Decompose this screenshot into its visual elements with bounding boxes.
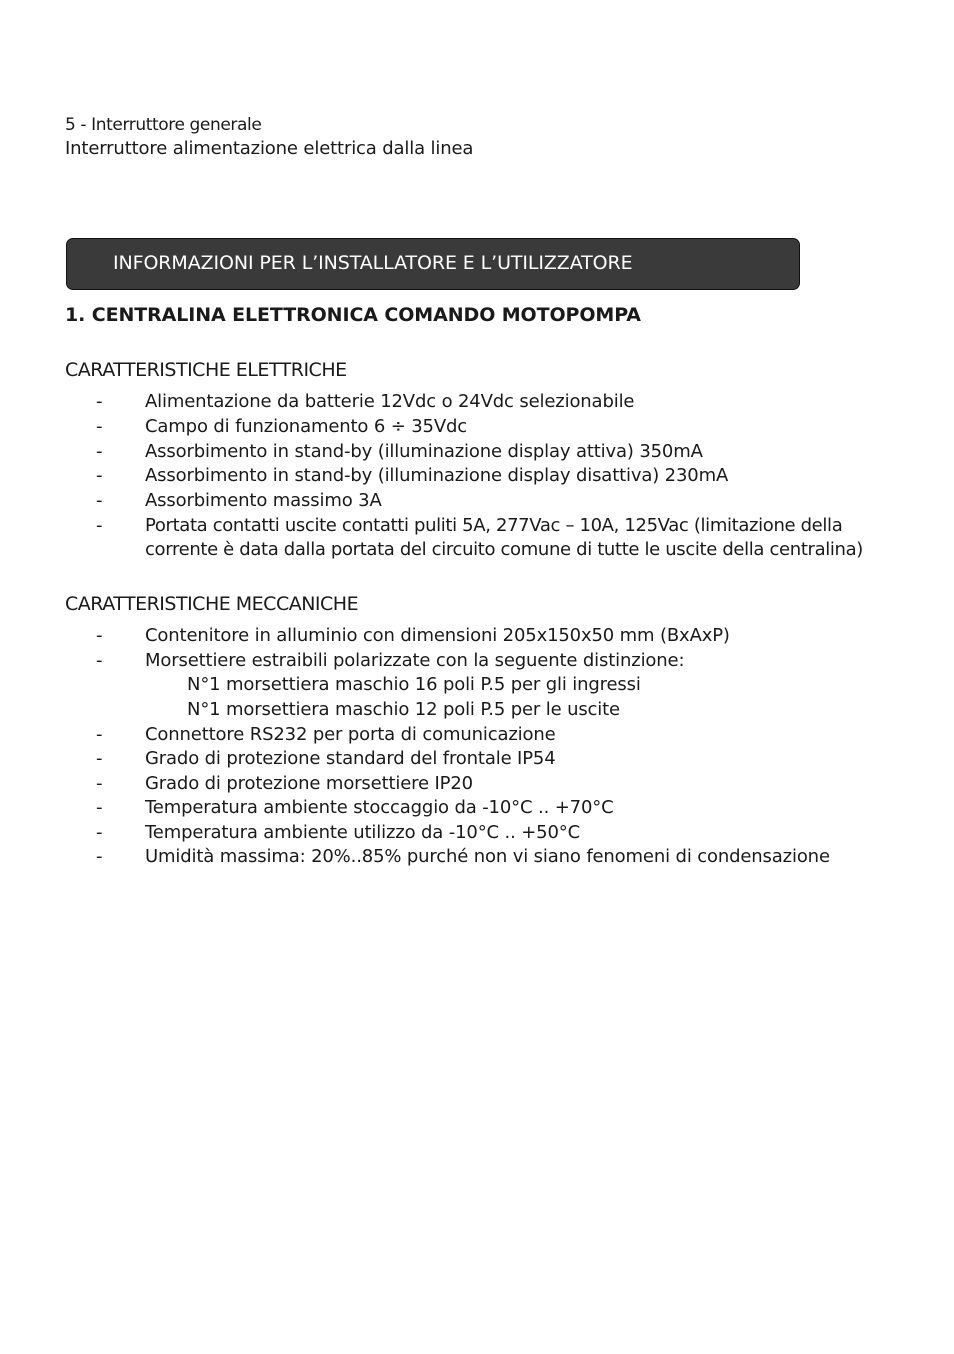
- list-item: Alimentazione da batterie 12Vdc o 24Vdc selezionabile: [145, 391, 635, 412]
- list-item: Assorbimento in stand-by (illuminazione display attiva) 350mA: [145, 441, 703, 462]
- bullet-dash: -: [96, 441, 103, 462]
- bullet-dash: -: [96, 650, 103, 671]
- bullet-dash: -: [96, 797, 103, 818]
- list-item: Portata contatti uscite contatti puliti 5A, 277Vac – 10A, 125Vac (limitazione della: [145, 515, 843, 536]
- bullet-dash: -: [96, 490, 103, 511]
- electrical-title: CARATTERISTICHE ELETTRICHE: [65, 359, 347, 381]
- info-banner: [66, 238, 800, 290]
- list-item-continuation: corrente è data dalla portata del circuito comune di tutte le uscite della centralina): [145, 539, 863, 560]
- interruttore-description: Interruttore alimentazione elettrica dalla linea: [65, 138, 474, 159]
- list-item: Morsettiere estraibili polarizzate con la seguente distinzione:: [145, 650, 685, 671]
- list-item: Assorbimento in stand-by (illuminazione display disattiva) 230mA: [145, 465, 729, 486]
- interruttore-title: 5 - Interruttore generale: [65, 115, 262, 135]
- bullet-dash: -: [96, 391, 103, 412]
- list-item: Campo di funzionamento 6 ÷ 35Vdc: [145, 416, 468, 437]
- bullet-dash: -: [96, 724, 103, 745]
- bullet-dash: -: [96, 465, 103, 486]
- mechanical-title: CARATTERISTICHE MECCANICHE: [65, 593, 359, 615]
- section-heading: 1. CENTRALINA ELETTRONICA COMANDO MOTOPOMPA: [65, 304, 641, 326]
- bullet-dash: -: [96, 748, 103, 769]
- bullet-dash: -: [96, 515, 103, 536]
- list-item: Grado di protezione morsettiere IP20: [145, 773, 473, 794]
- list-item: Temperatura ambiente stoccaggio da -10°C .. +70°C: [145, 797, 614, 818]
- list-item: Temperatura ambiente utilizzo da -10°C .. +50°C: [145, 822, 581, 843]
- bullet-dash: -: [96, 625, 103, 646]
- sub-item: N°1 morsettiera maschio 12 poli P.5 per le uscite: [187, 699, 620, 720]
- list-item: Assorbimento massimo 3A: [145, 490, 382, 511]
- sub-item: N°1 morsettiera maschio 16 poli P.5 per gli ingressi: [187, 674, 641, 695]
- list-item: Grado di protezione standard del frontale IP54: [145, 748, 556, 769]
- info-banner-text: INFORMAZIONI PER L’INSTALLATORE E L’UTILIZZATORE: [113, 252, 633, 274]
- bullet-dash: -: [96, 822, 103, 843]
- list-item: Umidità massima: 20%..85% purché non vi siano fenomeni di condensazione: [145, 846, 830, 867]
- bullet-dash: -: [96, 846, 103, 867]
- list-item: Contenitore in alluminio con dimensioni 205x150x50 mm (BxAxP): [145, 625, 730, 646]
- bullet-dash: -: [96, 416, 103, 437]
- list-item: Connettore RS232 per porta di comunicazione: [145, 724, 556, 745]
- bullet-dash: -: [96, 773, 103, 794]
